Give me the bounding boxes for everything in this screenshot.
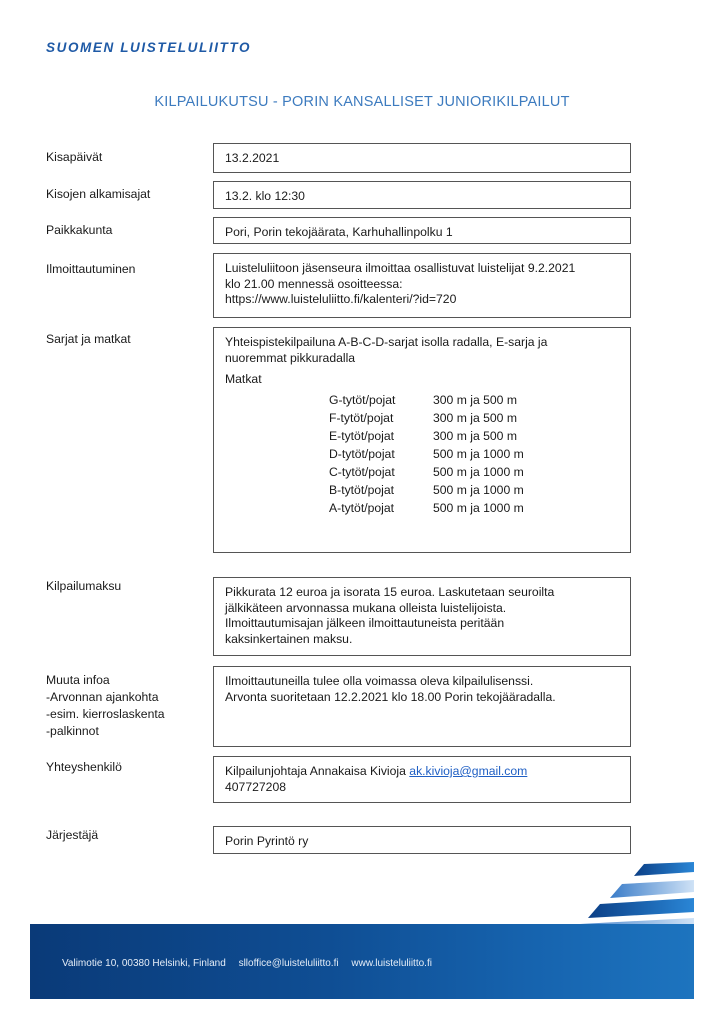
federation-logo-text: SUOMEN LUISTELULIITTO [46, 40, 252, 55]
distance-row [329, 391, 524, 409]
kilpailumaksu-line: Pikkurata 12 euroa ja isorata 15 euroa. Laskutetaan seuroilta [225, 585, 555, 599]
contact-line [225, 764, 619, 780]
distance-value: 500 m ja 1000 m [433, 482, 524, 497]
distance-row [329, 463, 524, 481]
field-ilmoittautuminen [213, 253, 631, 318]
distance-category: E-tytöt/pojat [329, 428, 395, 443]
footer-contact-info [62, 958, 442, 969]
label-alkamisajat: Kisojen alkamisajat [46, 187, 151, 201]
distance-table [329, 391, 524, 517]
label-kisapaivat: Kisapäivät [46, 150, 103, 164]
muuta-info-label-line: -Arvonnan ajankohta [46, 690, 159, 704]
distance-value: 500 m ja 1000 m [433, 464, 524, 479]
distance-value: 300 m ja 500 m [433, 410, 518, 425]
field-paikkakunta [213, 217, 631, 244]
field-kisapaivat [213, 143, 631, 173]
footer-bar [30, 924, 694, 999]
distance-category: D-tytöt/pojat [329, 446, 395, 461]
distance-category: B-tytöt/pojat [329, 482, 395, 497]
value-paikkakunta: Pori, Porin tekojäärata, Karhuhallinpolku 1 [225, 225, 453, 239]
field-alkamisajat [213, 181, 631, 209]
ilmoittautuminen-line: Luisteluliitoon jäsenseura ilmoittaa osallistuvat luistelijat 9.2.2021 [225, 261, 576, 275]
distance-row [329, 427, 524, 445]
distance-row [329, 409, 524, 427]
ilmoittautuminen-line: klo 21.00 mennessä osoitteessa: [225, 276, 403, 291]
distance-category: A-tytöt/pojat [329, 500, 395, 515]
field-kilpailumaksu [213, 577, 631, 656]
kilpailumaksu-line: kaksinkertainen maksu. [225, 631, 353, 646]
label-ilmoittautuminen: Ilmoittautuminen [46, 262, 136, 276]
distance-value: 300 m ja 500 m [433, 428, 518, 443]
label-muuta-info [46, 672, 165, 740]
distance-value: 300 m ja 500 m [433, 392, 518, 407]
contact-person: Kilpailunjohtaja Annakaisa Kivioja [225, 764, 406, 778]
field-jarjestaja [213, 826, 631, 854]
registration-url[interactable]: https://www.luisteluliitto.fi/kalenteri/?id=720 [225, 292, 457, 306]
muuta-info-label-line: Muuta infoa [46, 673, 110, 687]
distance-row [329, 499, 524, 517]
label-yhteyshenkilo: Yhteyshenkilö [46, 760, 122, 774]
muuta-info-label-line: -palkinnot [46, 724, 99, 738]
footer-website[interactable]: www.luisteluliitto.fi [351, 958, 432, 969]
label-kilpailumaksu: Kilpailumaksu [46, 579, 122, 593]
matkat-title: Matkat [225, 372, 262, 386]
muuta-info-line: Ilmoittautuneilla tulee olla voimassa oleva kilpailulisenssi. [225, 674, 534, 688]
field-yhteyshenkilo [213, 756, 631, 803]
kilpailumaksu-line: Ilmoittautumisajan jälkeen ilmoittautuneista peritään [225, 616, 505, 630]
sarjat-intro-line: nuoremmat pikkuradalla [225, 350, 356, 365]
distance-row [329, 481, 524, 499]
value-jarjestaja: Porin Pyrintö ry [225, 834, 309, 848]
label-sarjat: Sarjat ja matkat [46, 332, 131, 346]
contact-phone: 407727208 [225, 779, 287, 794]
label-jarjestaja: Järjestäjä [46, 828, 99, 842]
kilpailumaksu-line: jälkikäteen arvonnassa mukana olleista luistelijoista. [225, 600, 507, 615]
distance-value: 500 m ja 1000 m [433, 446, 524, 461]
distance-value: 500 m ja 1000 m [433, 500, 524, 515]
muuta-info-label-line: -esim. kierroslaskenta [46, 707, 165, 721]
document-title: KILPAILUKUTSU - PORIN KANSALLISET JUNIORIKILPAILUT [154, 94, 570, 110]
label-paikkakunta: Paikkakunta [46, 223, 113, 237]
sarjat-intro-line: Yhteispistekilpailuna A-B-C-D-sarjat isolla radalla, E-sarja ja [225, 335, 548, 349]
value-alkamisajat: 13.2. klo 12:30 [225, 189, 305, 203]
footer-address: Valimotie 10, 00380 Helsinki, Finland [62, 958, 226, 969]
muuta-info-line: Arvonta suoritetaan 12.2.2021 klo 18.00 Porin tekojääradalla. [225, 689, 556, 704]
value-kisapaivat: 13.2.2021 [225, 151, 280, 165]
distance-category: F-tytöt/pojat [329, 410, 394, 425]
distance-row [329, 445, 524, 463]
field-sarjat [213, 327, 631, 553]
footer-email[interactable]: slloffice@luisteluliitto.fi [238, 958, 339, 969]
distance-category: C-tytöt/pojat [329, 464, 395, 479]
distance-category: G-tytöt/pojat [329, 392, 396, 407]
contact-email-link[interactable]: ak.kivioja@gmail.com [409, 764, 528, 778]
field-muuta-info [213, 666, 631, 747]
